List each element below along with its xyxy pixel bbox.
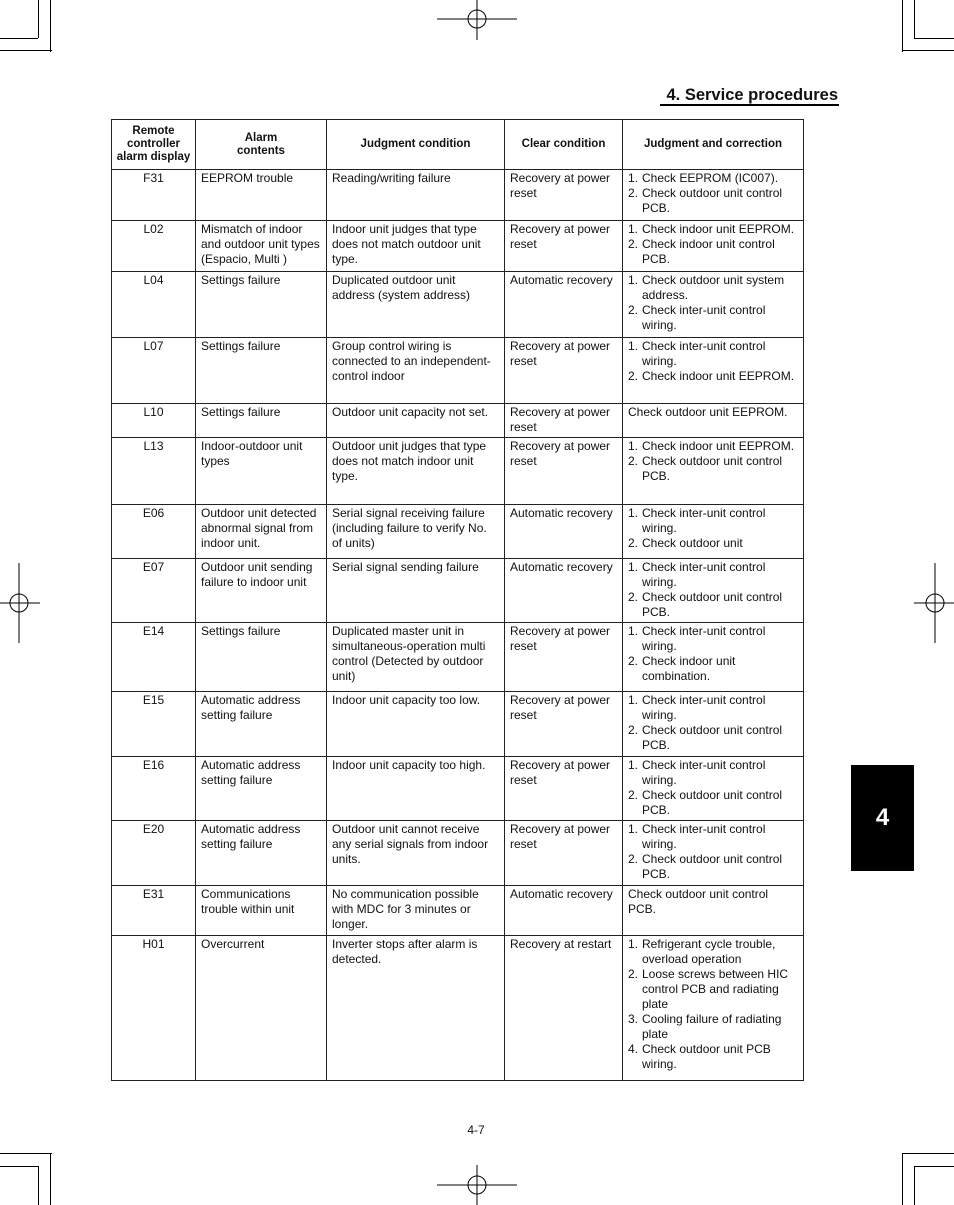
- table-header-row: [112, 120, 804, 170]
- judgment-condition-cell: Outdoor unit capacity not set.: [327, 404, 505, 438]
- crop-mark-top-right-h2: [914, 38, 954, 39]
- clear-condition-cell: Automatic recovery: [505, 505, 623, 559]
- judgment-condition-cell: Reading/writing failure: [327, 170, 505, 221]
- header-judgment: Judgment condition: [327, 120, 505, 170]
- correction-step: [628, 369, 798, 384]
- correction-steps: [628, 171, 798, 216]
- correction-cell: [623, 338, 804, 404]
- step-text: Check inter-unit control wiring.: [642, 758, 766, 787]
- correction-cell: [623, 936, 804, 1081]
- correction-cell: [623, 559, 804, 623]
- table-row: [112, 221, 804, 272]
- table-row: [112, 821, 804, 886]
- correction-cell: [623, 505, 804, 559]
- table-row: [112, 438, 804, 505]
- correction-step: [628, 852, 798, 882]
- correction-step: [628, 439, 798, 454]
- step-text: Check inter-unit control wiring.: [642, 303, 766, 332]
- step-text: Check outdoor unit control PCB.: [642, 723, 783, 752]
- correction-step: [628, 560, 798, 590]
- judgment-condition-cell: Indoor unit capacity too high.: [327, 757, 505, 821]
- header-display-line1: Remote: [132, 125, 175, 137]
- correction-step: [628, 822, 798, 852]
- step-number: 1.: [628, 624, 639, 638]
- step-text: Loose screws between HIC control PCB and radiating plate: [642, 967, 789, 1011]
- alarm-contents-cell: Outdoor unit detected abnormal signal from indoor unit.: [196, 505, 327, 559]
- step-text: Check inter-unit control wiring.: [642, 506, 766, 535]
- step-number: 2.: [628, 369, 639, 383]
- step-text: Check outdoor unit PCB wiring.: [642, 1042, 771, 1071]
- correction-step: [628, 723, 798, 753]
- alarm-table: [111, 119, 804, 1081]
- correction-step: [628, 590, 798, 620]
- judgment-condition-cell: No communication possible with MDC for 3 minutes or longer.: [327, 886, 505, 936]
- table-row: [112, 404, 804, 438]
- alarm-contents-cell: Settings failure: [196, 338, 327, 404]
- step-text: Check inter-unit control wiring.: [642, 822, 766, 851]
- registration-mark-top: [437, 0, 517, 40]
- correction-steps: [628, 822, 798, 882]
- page-number: 4-7: [467, 1123, 485, 1137]
- crop-mark-bottom-left-h2: [0, 1166, 38, 1167]
- table-row: [112, 338, 804, 404]
- alarm-contents-cell: EEPROM trouble: [196, 170, 327, 221]
- section-title: 4. Service procedures: [666, 86, 838, 104]
- judgment-condition-cell: Inverter stops after alarm is detected.: [327, 936, 505, 1081]
- step-text: Refrigerant cycle trouble, overload operation: [642, 937, 776, 966]
- correction-step: [628, 693, 798, 723]
- header-alarm-line1: Alarm: [244, 131, 278, 144]
- alarm-code-cell: L10: [112, 404, 196, 438]
- correction-steps: [628, 439, 798, 484]
- correction-steps: [628, 887, 798, 917]
- alarm-code-cell: L04: [112, 272, 196, 338]
- step-text: Cooling failure of radiating plate: [642, 1012, 782, 1041]
- step-number: 2.: [628, 303, 639, 317]
- step-text: Check outdoor unit: [642, 536, 743, 550]
- registration-mark-left: [0, 563, 40, 643]
- judgment-condition-cell: Duplicated master unit in simultaneous-operation multi control (Detected by outdoor unit): [327, 623, 505, 692]
- table-row: [112, 886, 804, 936]
- step-number: 2.: [628, 237, 639, 251]
- alarm-contents-cell: Indoor-outdoor unit types: [196, 438, 327, 505]
- table-row: [112, 692, 804, 757]
- correction-steps: [628, 273, 798, 333]
- alarm-code-cell: L02: [112, 221, 196, 272]
- step-number: 1.: [628, 560, 639, 574]
- correction-steps: [628, 937, 798, 1072]
- step-text: Check indoor unit EEPROM.: [642, 439, 795, 453]
- correction-step: [628, 967, 798, 1012]
- judgment-condition-cell: Indoor unit capacity too low.: [327, 692, 505, 757]
- alarm-code-cell: H01: [112, 936, 196, 1081]
- alarm-contents-cell: Settings failure: [196, 272, 327, 338]
- judgment-condition-cell: Serial signal receiving failure (including failure to verify No. of units): [327, 505, 505, 559]
- judgment-condition-cell: Indoor unit judges that type does not match outdoor unit type.: [327, 221, 505, 272]
- step-number: 1.: [628, 822, 639, 836]
- alarm-code-cell: E06: [112, 505, 196, 559]
- crop-mark-top-left-v: [50, 0, 51, 52]
- step-text: Check inter-unit control wiring.: [642, 560, 766, 589]
- correction-cell: [623, 757, 804, 821]
- crop-mark-bottom-right-h2: [914, 1166, 954, 1167]
- crop-mark-top-left-v2: [38, 0, 39, 38]
- step-text: Check inter-unit control wiring.: [642, 624, 766, 653]
- step-number: 1.: [628, 171, 639, 185]
- judgment-condition-cell: Group control wiring is connected to an independent-control indoor: [327, 338, 505, 404]
- step-number: 1.: [628, 693, 639, 707]
- correction-cell: [623, 623, 804, 692]
- crop-mark-top-left-h2: [0, 38, 38, 39]
- correction-step: [628, 654, 798, 684]
- table-row: [112, 170, 804, 221]
- crop-mark-bottom-right-v2: [914, 1166, 915, 1205]
- step-number: 2.: [628, 454, 639, 468]
- step-text: Check indoor unit EEPROM.: [642, 369, 795, 383]
- correction-step: [628, 186, 798, 216]
- crop-mark-top-left-h: [0, 50, 52, 51]
- alarm-table-body: [112, 170, 804, 1081]
- correction-step: [628, 506, 798, 536]
- step-text: Check indoor unit control PCB.: [642, 237, 775, 266]
- table-row: [112, 272, 804, 338]
- step-text: Check outdoor unit control PCB.: [642, 454, 783, 483]
- alarm-code-cell: E16: [112, 757, 196, 821]
- clear-condition-cell: Recovery at power reset: [505, 623, 623, 692]
- correction-step: [628, 758, 798, 788]
- crop-mark-top-right-v2: [914, 0, 915, 38]
- step-text: Check EEPROM (IC007).: [642, 171, 779, 185]
- clear-condition-cell: Recovery at power reset: [505, 404, 623, 438]
- alarm-contents-cell: Settings failure: [196, 404, 327, 438]
- judgment-condition-cell: Outdoor unit judges that type does not match indoor unit type.: [327, 438, 505, 505]
- alarm-contents-cell: Communications trouble within unit: [196, 886, 327, 936]
- alarm-code-cell: E14: [112, 623, 196, 692]
- correction-steps: [628, 222, 798, 267]
- step-number: 1.: [628, 339, 639, 353]
- alarm-contents-cell: Mismatch of indoor and outdoor unit types (Espacio, Multi ): [196, 221, 327, 272]
- header-display-line2: controller: [126, 138, 181, 150]
- clear-condition-cell: Recovery at power reset: [505, 338, 623, 404]
- header-alarm: [196, 120, 327, 170]
- alarm-contents-cell: Automatic address setting failure: [196, 757, 327, 821]
- chapter-tab-label: 4: [875, 804, 890, 831]
- table-row: [112, 505, 804, 559]
- correction-step: [628, 887, 798, 917]
- correction-step: [628, 339, 798, 369]
- correction-step: [628, 1042, 798, 1072]
- alarm-contents-cell: Outdoor unit sending failure to indoor unit: [196, 559, 327, 623]
- step-number: 3.: [628, 1012, 639, 1026]
- crop-mark-bottom-left-v2: [38, 1166, 39, 1205]
- step-number: 2.: [628, 590, 639, 604]
- correction-steps: [628, 758, 798, 818]
- step-number: 2.: [628, 654, 639, 668]
- correction-step: [628, 237, 798, 267]
- clear-condition-cell: Automatic recovery: [505, 272, 623, 338]
- correction-step: [628, 788, 798, 818]
- correction-step: [628, 273, 798, 303]
- title-underline: [660, 104, 839, 106]
- alarm-contents-cell: Overcurrent: [196, 936, 327, 1081]
- header-correction: Judgment and correction: [623, 120, 804, 170]
- step-number: 4.: [628, 1042, 639, 1056]
- clear-condition-cell: Automatic recovery: [505, 886, 623, 936]
- step-number: 1.: [628, 439, 639, 453]
- alarm-code-cell: E07: [112, 559, 196, 623]
- judgment-condition-cell: Outdoor unit cannot receive any serial signals from indoor units.: [327, 821, 505, 886]
- alarm-code-cell: F31: [112, 170, 196, 221]
- step-number: 1.: [628, 222, 639, 236]
- correction-cell: [623, 692, 804, 757]
- correction-step: [628, 171, 798, 186]
- table-row: [112, 559, 804, 623]
- correction-cell: [623, 821, 804, 886]
- crop-mark-top-right-v: [902, 0, 903, 52]
- step-text: Check outdoor unit EEPROM.: [628, 405, 788, 419]
- correction-cell: [623, 272, 804, 338]
- step-number: 1.: [628, 758, 639, 772]
- step-number: 2.: [628, 536, 639, 550]
- correction-cell: [623, 221, 804, 272]
- step-text: Check outdoor unit control PCB.: [642, 186, 783, 215]
- clear-condition-cell: Recovery at power reset: [505, 821, 623, 886]
- step-text: Check inter-unit control wiring.: [642, 693, 766, 722]
- alarm-code-cell: L13: [112, 438, 196, 505]
- step-text: Check outdoor unit control PCB.: [642, 788, 783, 817]
- step-number: 2.: [628, 852, 639, 866]
- alarm-code-cell: E15: [112, 692, 196, 757]
- correction-step: [628, 1012, 798, 1042]
- step-text: Check outdoor unit system address.: [642, 273, 785, 302]
- step-text: Check outdoor unit control PCB.: [642, 852, 783, 881]
- judgment-condition-cell: Duplicated outdoor unit address (system address): [327, 272, 505, 338]
- correction-steps: [628, 624, 798, 684]
- alarm-contents-cell: Automatic address setting failure: [196, 692, 327, 757]
- header-display-line3: alarm display: [116, 151, 191, 163]
- correction-step: [628, 222, 798, 237]
- correction-cell: [623, 404, 804, 438]
- step-number: 1.: [628, 506, 639, 520]
- header-alarm-line2: contents: [237, 144, 285, 157]
- clear-condition-cell: Recovery at power reset: [505, 221, 623, 272]
- step-number: 2.: [628, 723, 639, 737]
- registration-mark-right: [914, 563, 954, 643]
- correction-step: [628, 937, 798, 967]
- correction-steps: [628, 506, 798, 551]
- clear-condition-cell: Recovery at power reset: [505, 438, 623, 505]
- step-text: Check indoor unit EEPROM.: [642, 222, 795, 236]
- step-number: 2.: [628, 788, 639, 802]
- correction-cell: [623, 170, 804, 221]
- correction-steps: [628, 560, 798, 620]
- crop-mark-bottom-right-v: [902, 1153, 903, 1205]
- crop-mark-top-right-h: [902, 50, 954, 51]
- clear-condition-cell: Recovery at power reset: [505, 170, 623, 221]
- header-display: [112, 120, 196, 170]
- alarm-code-cell: L07: [112, 338, 196, 404]
- correction-step: [628, 405, 798, 420]
- crop-mark-bottom-right-h: [902, 1153, 954, 1154]
- step-number: 1.: [628, 937, 639, 951]
- correction-step: [628, 536, 798, 551]
- correction-cell: [623, 886, 804, 936]
- clear-condition-cell: Recovery at restart: [505, 936, 623, 1081]
- step-number: 1.: [628, 273, 639, 287]
- step-text: Check outdoor unit control PCB.: [628, 887, 769, 916]
- table-row: [112, 936, 804, 1081]
- correction-steps: [628, 693, 798, 753]
- alarm-contents-cell: Settings failure: [196, 623, 327, 692]
- step-number: 2.: [628, 967, 639, 981]
- crop-mark-bottom-left-v: [50, 1153, 51, 1205]
- correction-steps: [628, 405, 798, 420]
- clear-condition-cell: Recovery at power reset: [505, 692, 623, 757]
- step-text: Check outdoor unit control PCB.: [642, 590, 783, 619]
- step-number: 2.: [628, 186, 639, 200]
- step-text: Check indoor unit combination.: [642, 654, 736, 683]
- chapter-tab: [851, 765, 914, 871]
- correction-step: [628, 624, 798, 654]
- correction-step: [628, 303, 798, 333]
- clear-condition-cell: Recovery at power reset: [505, 757, 623, 821]
- step-text: Check inter-unit control wiring.: [642, 339, 766, 368]
- table-row: [112, 623, 804, 692]
- registration-mark-bottom: [437, 1165, 517, 1205]
- header-clear: Clear condition: [505, 120, 623, 170]
- correction-cell: [623, 438, 804, 505]
- alarm-code-cell: E20: [112, 821, 196, 886]
- correction-step: [628, 454, 798, 484]
- alarm-code-cell: E31: [112, 886, 196, 936]
- table-row: [112, 757, 804, 821]
- alarm-contents-cell: Automatic address setting failure: [196, 821, 327, 886]
- clear-condition-cell: Automatic recovery: [505, 559, 623, 623]
- judgment-condition-cell: Serial signal sending failure: [327, 559, 505, 623]
- crop-mark-bottom-left-h: [0, 1153, 52, 1154]
- correction-steps: [628, 339, 798, 384]
